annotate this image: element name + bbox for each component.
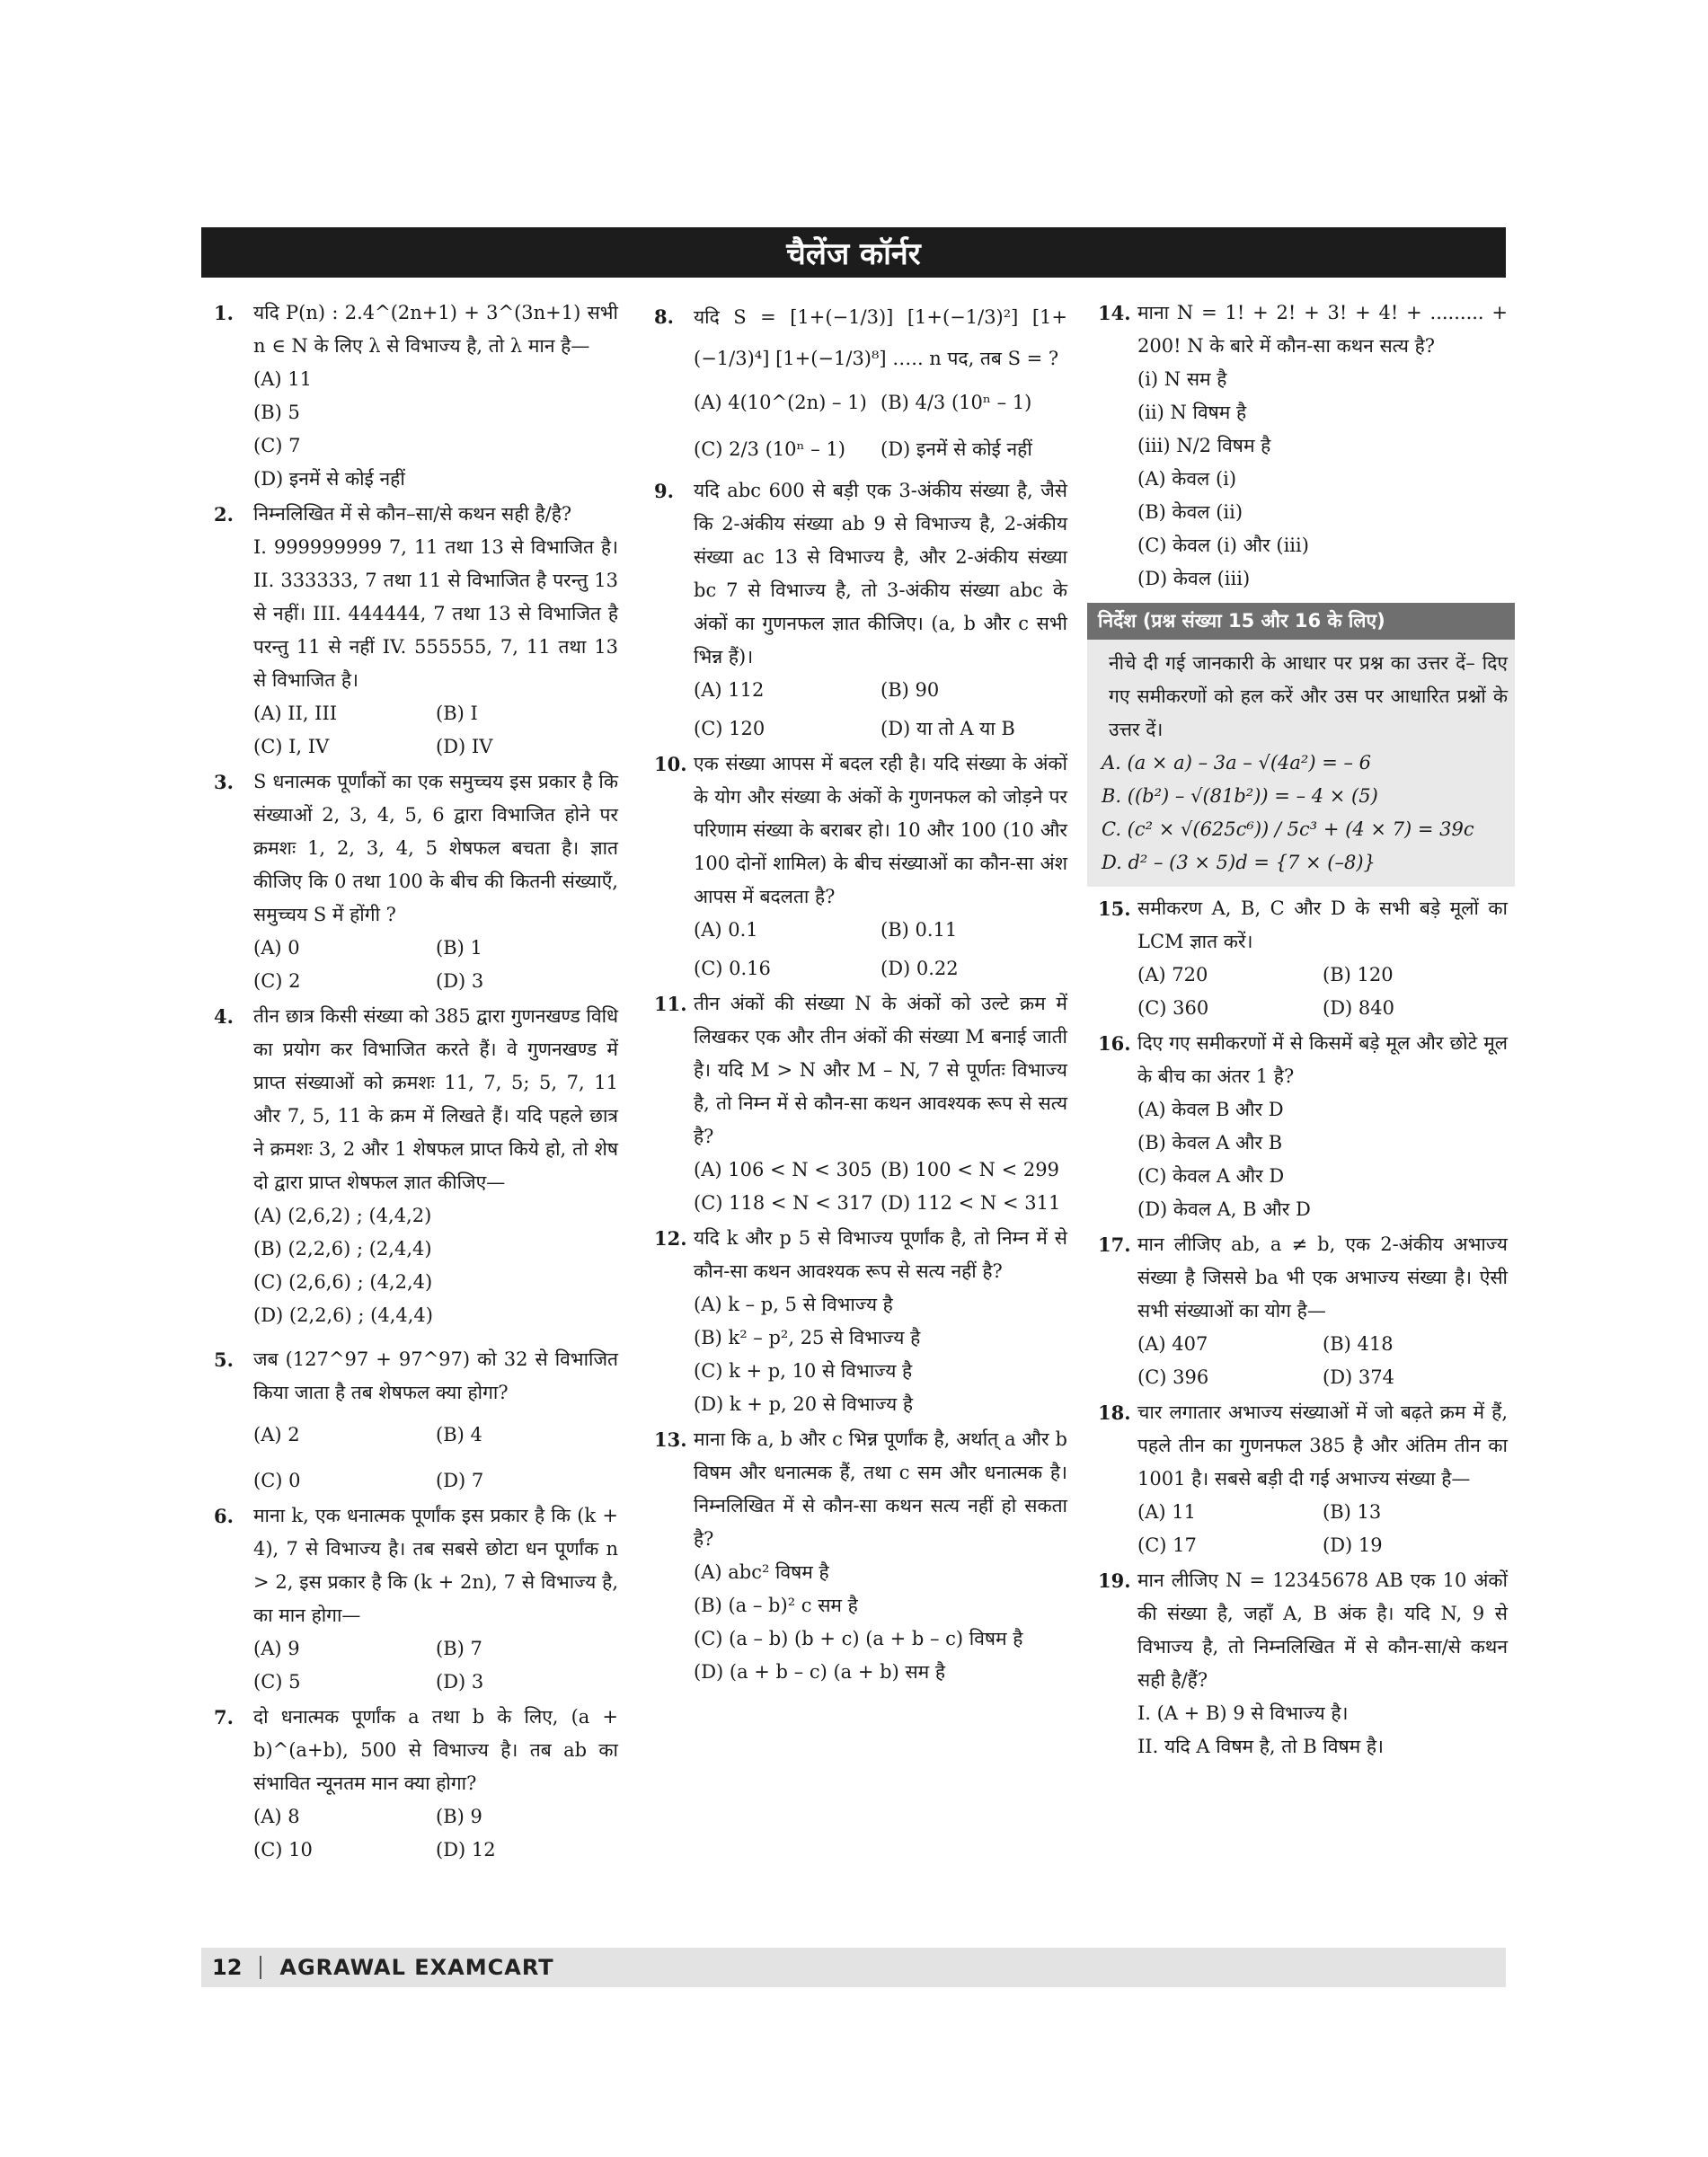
option: (C) 5 [253,1671,301,1693]
option: (B) 9 [436,1806,482,1827]
option: (C) 0 [253,1470,301,1491]
equation-c: C. (c² × √(625c⁶)) / 5c³ + (4 × 7) = 39c [1102,818,1474,840]
page-footer [201,1948,1506,1987]
option: (C) 120 [694,718,766,739]
question-18: 18. चार लगातार अभाज्य संख्याओं में जो बढ़ते क्रम में हैं, पहले तीन का गुणनफल 385 है और अंतिम तीन का 1001 है। सबसे बड़ी दी गई अभाज्य संख्या है— (A) 11 (B) 13 (C) 17 (D) 19 [1098,1396,1508,1562]
page-title: चैलेंज कॉर्नर [786,236,921,272]
question-text: यदि k और p 5 से विभाज्य पूर्णांक है, तो निम्न में से कौन-सा कथन आवश्यक रूप से सत्य नहीं है? [694,1227,1067,1282]
option: (C) 2 [253,970,301,992]
question-text: जब (127^97 + 97^97) को 32 से विभाजित किया जाता है तब शेषफल क्या होगा? [253,1348,618,1403]
option: (B) k² – p², 25 से विभाज्य है [694,1327,921,1348]
option: (B) 120 [1323,964,1394,986]
option: (D) 374 [1323,1366,1394,1388]
option: (D) इनमें से कोई नहीं [253,468,405,490]
question-text: यदि abc 600 से बड़ी एक 3-अंकीय संख्या है, जैसे कि 2-अंकीय संख्या ab 9 से विभाज्य है, 2-अंकीय संख्या ac 13 से विभाज्य है, और 2-अंकीय संख्या bc 7 से विभाज्य है, तो 3-अंकीय संख्या abc के अंकों का गुणनफल ज्ञात कीजिए। (a, b और c सभी भिन्न हैं)। [694,480,1067,667]
statement: II. यदि A विषम है, तो B विषम है। [1137,1736,1385,1757]
option: (D) इनमें से कोई नहीं [881,438,1032,460]
option: (iii) N/2 विषम है [1137,435,1271,456]
question-13: 13. माना कि a, b और c भिन्न पूर्णांक है, अर्थात् a और b विषम और धनात्मक हैं, तथा c सम और धनात्मक है। निम्नलिखित में से कौन-सा कथन सत्य नहीं हो सकता है? (A) abc² विषम है (B) (a – b)² c सम है (C) (a – b) (b + c) (a + b – c) विषम है (D) (a + b – c) (a + b) सम है [654,1423,1067,1689]
option: (A) 0 [253,937,300,959]
question-statements: I. 999999999 7, 11 तथा 13 से विभाजित है। II. 333333, 7 तथा 11 से विभाजित है परन्तु 13 से नहीं। III. 444444, 7 तथा 13 से विभाजित है परन्तु 11 से नहीं IV. 555555, 7, 11 तथा 13 से विभाजित है। [253,536,618,691]
option: (D) 0.22 [881,958,959,979]
option: (D) (a + b – c) (a + b) सम है [694,1661,946,1683]
directions-heading: निर्देश (प्रश्न संख्या 15 और 16 के लिए) [1087,603,1515,640]
question-column-3 [1098,296,1508,1765]
option: (D) 12 [436,1839,496,1861]
question-text: तीन छात्र किसी संख्या को 385 द्वारा गुणनखण्ड विधि का प्रयोग कर विभाजित करते हैं। वे गुणनखण्ड में प्राप्त संख्याओं को क्रमशः 11, 7, 5; 5, 7, 11 और 7, 5, 11 के क्रम में लिखते हैं। यदि पहले छात्र ने क्रमशः 3, 2 और 1 शेषफल प्राप्त किये हो, तो शेष दो द्वारा प्राप्त शेषफल ज्ञात कीजिए— [253,1005,618,1193]
question-10: 10. एक संख्या आपस में बदल रही है। यदि संख्या के अंकों के योग और संख्या के अंकों के गुणनफल को जोड़ने पर परिणाम संख्या के बराबर हो। 10 और 100 (10 और 100 दोनों शामिल) के बीच संख्याओं का कौन-सा अंश आपस में बदलता है? (A) 0.1 (B) 0.11 (C) 0.16 (D) 0.22 [654,747,1067,986]
question-text: माना कि a, b और c भिन्न पूर्णांक है, अर्थात् a और b विषम और धनात्मक हैं, तथा c सम और धनात्मक है। निम्नलिखित में से कौन-सा कथन सत्य नहीं हो सकता है? [694,1428,1067,1550]
question-text: तीन अंकों की संख्या N के अंकों को उल्टे क्रम में लिखकर एक और तीन अंकों की संख्या M बनाई जाती है। यदि M > N और M – N, 7 से पूर्णतः विभाज्य है, तो निम्न में से कौन-सा कथन आवश्यक रूप से सत्य है? [694,993,1067,1147]
option: (A) II, III [253,703,338,724]
option: (D) 3 [436,1671,484,1693]
option: (A) k – p, 5 से विभाज्य है [694,1294,893,1315]
option: (A) 407 [1137,1333,1208,1355]
question-text: एक संख्या आपस में बदल रही है। यदि संख्या के अंकों के योग और संख्या के अंकों के गुणनफल को जोड़ने पर परिणाम संख्या के बराबर हो। 10 और 100 (10 और 100 दोनों शामिल) के बीच संख्याओं का कौन-सा अंश आपस में बदलता है? [694,753,1067,907]
directions-box [1087,603,1515,887]
option: (A) केवल B और D [1137,1099,1284,1120]
option: (B) 13 [1323,1501,1382,1523]
question-3: 3. S धनात्मक पूर्णांकों का एक समुच्चय इस प्रकार है कि संख्याओं 2, 3, 4, 5, 6 द्वारा विभाजित होने पर क्रमशः 1, 2, 3, 4, 5 शेषफल बचता है। ज्ञात कीजिए कि 0 तथा 100 के बीच की कितनी संख्याएँ, समुच्चय S में होंगी ? (A) 0 (B) 1 (C) 2 (D) 3 [214,765,618,998]
question-text: समीकरण A, B, C और D के सभी बड़े मूलों का LCM ज्ञात करें। [1137,897,1508,952]
option: (A) abc² विषम है [694,1561,829,1583]
option: (C) 7 [253,435,301,456]
option: (B) (2,2,6) ; (2,4,4) [253,1238,432,1260]
option: (C) 396 [1137,1366,1209,1388]
page-title-banner [201,227,1506,278]
option: (A) 9 [253,1638,300,1659]
option: (A) 11 [253,368,312,390]
footer-divider [260,1956,261,1979]
option: (C) (2,6,6) ; (4,2,4) [253,1271,433,1293]
question-11: 11. तीन अंकों की संख्या N के अंकों को उल्टे क्रम में लिखकर एक और तीन अंकों की संख्या M बनाई जाती है। यदि M > N और M – N, 7 से पूर्णतः विभाज्य है, तो निम्न में से कौन-सा कथन आवश्यक रूप से सत्य है? (A) 106 < N < 305 (B) 100 < N < 299 (C) 118 < N < 317 (D) 112 < N < 311 [654,987,1067,1220]
option: (A) 2 [253,1424,300,1445]
option: (A) 4(10^(2n) – 1) [694,392,867,413]
statement: I. (A + B) 9 से विभाज्य है। [1137,1702,1349,1724]
option: (A) 8 [253,1806,300,1827]
option: (B) (a – b)² c सम है [694,1595,858,1616]
question-12: 12. यदि k और p 5 से विभाज्य पूर्णांक है, तो निम्न में से कौन-सा कथन आवश्यक रूप से सत्य नहीं है? (A) k – p, 5 से विभाज्य है (B) k² – p², 25 से विभाज्य है (C) k + p, 10 से विभाज्य है (D) k + p, 20 से विभाज्य है [654,1222,1067,1421]
option: (A) 720 [1137,964,1208,986]
option: (D) केवल (iii) [1137,568,1251,589]
question-text: यदि P(n) : 2.4^(2n+1) + 3^(3n+1) सभी n ∈ N के लिए λ से विभाज्य है, तो λ मान है— [253,302,618,357]
question-text: दो धनात्मक पूर्णांक a तथा b के लिए, (a + b)^(a+b), 500 से विभाज्य है। तब ab का संभावित न्यूनतम मान क्या होगा? [253,1706,618,1794]
option: (C) 10 [253,1839,313,1861]
question-1: 1. यदि P(n) : 2.4^(2n+1) + 3^(3n+1) सभी n ∈ N के लिए λ से विभाज्य है, तो λ मान है— (A) 11 (B) 5 (C) 7 (D) इनमें से कोई नहीं [214,296,618,496]
option: (B) 418 [1323,1333,1394,1355]
question-text: मान लीजिए ab, a ≠ b, एक 2-अंकीय अभाज्य संख्या है जिससे ba भी एक अभाज्य संख्या है। ऐसी सभी संख्याओं का योग है— [1137,1233,1508,1322]
option: (D) या तो A या B [881,718,1015,739]
brand-logo: AGRAWAL EXAMCART [279,1955,554,1980]
question-16: 16. दिए गए समीकरणों में से किसमें बड़े मूल और छोटे मूल के बीच का अंतर 1 है? (A) केवल B और D (B) केवल A और B (C) केवल A और D (D) केवल A, B और D [1098,1027,1508,1226]
option: (A) 0.1 [694,919,758,941]
option: (C) I, IV [253,736,330,757]
question-text: मान लीजिए N = 12345678 AB एक 10 अंकों की संख्या है, जहाँ A, B अंक है। यदि N, 9 से विभाज्य है, तो निम्नलिखित में से कौन-सा/से कथन सही है/हैं? [1137,1569,1508,1691]
option: (D) IV [436,736,493,757]
question-text: माना k, एक धनात्मक पूर्णांक इस प्रकार है कि (k + 4), 7 से विभाज्य है। तब सबसे छोटा धन पूर्णांक n > 2, इस प्रकार है कि (k + 2n), 7 से विभाज्य है, का मान होगा— [253,1505,618,1626]
option: (C) 118 < N < 317 [694,1192,873,1214]
option: (C) 2/3 (10ⁿ – 1) [694,438,846,460]
equation-d: D. d² – (3 × 5)d = {7 × (–8)} [1102,852,1376,873]
option: (B) I [436,703,478,724]
option: (B) 100 < N < 299 [881,1159,1059,1180]
directions-text: नीचे दी गई जानकारी के आधार पर प्रश्न का उत्तर दें– दिए गए समीकरणों को हल करें और उस पर आधारित प्रश्नों के उत्तर दें। [1109,652,1508,740]
option: (D) 840 [1323,997,1394,1019]
option: (D) 112 < N < 311 [881,1192,1061,1214]
question-5: 5. जब (127^97 + 97^97) को 32 से विभाजित किया जाता है तब शेषफल क्या होगा? (A) 2 (B) 4 (C) 0 (D) 7 [214,1343,618,1498]
question-text: चार लगातार अभाज्य संख्याओं में जो बढ़ते क्रम में हैं, पहले तीन का गुणनफल 385 है और अंतिम तीन का 1001 है। सबसे बड़ी दी गई अभाज्य संख्या है— [1137,1401,1508,1490]
option: (D) 7 [436,1470,484,1491]
option: (C) 17 [1137,1534,1197,1556]
option: (B) 5 [253,402,300,423]
question-4: 4. तीन छात्र किसी संख्या को 385 द्वारा गुणनखण्ड विधि का प्रयोग कर विभाजित करते हैं। वे गुणनखण्ड में प्राप्त संख्याओं को क्रमशः 11, 7, 5; 5, 7, 11 और 7, 5, 11 के क्रम में लिखते हैं। यदि पहले छात्र ने क्रमशः 3, 2 और 1 शेषफल प्राप्त किये हो, तो शेष दो द्वारा प्राप्त शेषफल ज्ञात कीजिए— (A) (2,6,2) ; (4,4,2) (B) (2,2,6) ; (2,4,4) (C) (2,6,6) ; (4,2,4) (D) (2,2,6) ; (4,4,4) [214,1000,618,1332]
option: (A) केवल (i) [1137,468,1237,490]
option: (C) 0.16 [694,958,771,979]
option: (A) 11 [1137,1501,1196,1523]
option: (C) k + p, 10 से विभाज्य है [694,1360,913,1382]
option: (A) 112 [694,679,765,701]
question-9: 9. यदि abc 600 से बड़ी एक 3-अंकीय संख्या है, जैसे कि 2-अंकीय संख्या ab 9 से विभाज्य है, 2-अंकीय संख्या ac 13 से विभाज्य है, और 2-अंकीय संख्या bc 7 से विभाज्य है, तो 3-अंकीय संख्या abc के अंकों का गुणनफल ज्ञात कीजिए। (a, b और c सभी भिन्न हैं)। (A) 112 (B) 90 (C) 120 (D) या तो A या B [654,474,1067,746]
option: (C) केवल A और D [1137,1165,1285,1187]
question-8: 8. यदि S = [1+(−1/3)] [1+(−1/3)²] [1+(−1/3)⁴] [1+(−1/3)⁸] ….. n पद, तब S = ? (A) 4(10^(2n) – 1) (B) 4/3 (10ⁿ – 1) (C) 2/3 (10ⁿ – 1) (D) इनमें से कोई नहीं [654,296,1067,473]
option: (B) 1 [436,937,482,959]
question-column-1 [214,296,618,1869]
option: (C) 360 [1137,997,1209,1019]
question-text: दिए गए समीकरणों में से किसमें बड़े मूल और छोटे मूल के बीच का अंतर 1 है? [1137,1032,1508,1087]
question-text: माना N = 1! + 2! + 3! + 4! + ......... + 200! N के बारे में कौन-सा कथन सत्य है? [1137,302,1508,357]
question-text: यदि S = [1+(−1/3)] [1+(−1/3)²] [1+(−1/3)⁴] [1+(−1/3)⁸] ….. n पद, तब S = ? [694,306,1067,369]
option: (B) 4 [436,1424,482,1445]
question-6: 6. माना k, एक धनात्मक पूर्णांक इस प्रकार है कि (k + 4), 7 से विभाज्य है। तब सबसे छोटा धन पूर्णांक n > 2, इस प्रकार है कि (k + 2n), 7 से विभाज्य है, का मान होगा— (A) 9 (B) 7 (C) 5 (D) 3 [214,1499,618,1699]
option: (i) N सम है [1137,368,1227,390]
option: (A) 106 < N < 305 [694,1159,872,1180]
option: (B) केवल A और B [1137,1132,1283,1154]
page-number: 12 [212,1955,243,1980]
question-14: 14. माना N = 1! + 2! + 3! + 4! + ......... + 200! N के बारे में कौन-सा कथन सत्य है? (i) N सम है (ii) N विषम है (iii) N/2 विषम है (A) केवल (i) (B) केवल (ii) (C) केवल (i) और (iii) (D) केवल (iii) [1098,296,1508,596]
option: (B) 0.11 [881,919,958,941]
option: (B) 90 [881,679,940,701]
option: (D) 3 [436,970,484,992]
question-19: 19. मान लीजिए N = 12345678 AB एक 10 अंकों की संख्या है, जहाँ A, B अंक है। यदि N, 9 से विभाज्य है, तो निम्नलिखित में से कौन-सा/से कथन सही है/हैं? I. (A + B) 9 से विभाज्य है। II. यदि A विषम है, तो B विषम है। [1098,1564,1508,1764]
option: (B) 7 [436,1638,482,1659]
option: (ii) N विषम है [1137,402,1247,423]
option: (D) केवल A, B और D [1137,1198,1311,1220]
option: (C) (a – b) (b + c) (a + b – c) विषम है [694,1628,1023,1649]
question-17: 17. मान लीजिए ab, a ≠ b, एक 2-अंकीय अभाज्य संख्या है जिससे ba भी एक अभाज्य संख्या है। ऐसी सभी संख्याओं का योग है— (A) 407 (B) 418 (C) 396 (D) 374 [1098,1228,1508,1394]
equation-b: B. ((b²) – √(81b²)) = – 4 × (5) [1102,785,1378,807]
option: (B) 4/3 (10ⁿ – 1) [881,392,1032,413]
option: (B) केवल (ii) [1137,501,1243,523]
option: (D) (2,2,6) ; (4,4,4) [253,1304,433,1326]
option: (C) केवल (i) और (iii) [1137,535,1309,556]
question-column-2 [654,296,1067,1691]
question-7: 7. दो धनात्मक पूर्णांक a तथा b के लिए, (a + b)^(a+b), 500 से विभाज्य है। तब ab का संभावित न्यूनतम मान क्या होगा? (A) 8 (B) 9 (C) 10 (D) 12 [214,1701,618,1867]
question-15: 15. समीकरण A, B, C और D के सभी बड़े मूलों का LCM ज्ञात करें। (A) 720 (B) 120 (C) 360 (D) 840 [1098,892,1508,1025]
question-text: निम्नलिखित में से कौन–सा/से कथन सही है/है? [253,503,572,525]
option: (D) k + p, 20 से विभाज्य है [694,1393,913,1415]
option: (A) (2,6,2) ; (4,4,2) [253,1205,432,1226]
option: (D) 19 [1323,1534,1383,1556]
question-text: S धनात्मक पूर्णांकों का एक समुच्चय इस प्रकार है कि संख्याओं 2, 3, 4, 5, 6 द्वारा विभाजित होने पर क्रमशः 1, 2, 3, 4, 5 शेषफल बचता है। ज्ञात कीजिए कि 0 तथा 100 के बीच की कितनी संख्याएँ, समुच्चय S में होंगी ? [253,771,618,925]
question-2: 2. निम्नलिखित में से कौन–सा/से कथन सही है/है? I. 999999999 7, 11 तथा 13 से विभाजित है। II. 333333, 7 तथा 11 से विभाजित है परन्तु 13 से नहीं। III. 444444, 7 तथा 13 से विभाजित है परन्तु 11 से नहीं IV. 555555, 7, 11 तथा 13 से विभाजित है। (A) II, III (B) I (C) I, IV (D) IV [214,498,618,764]
equation-a: A. (a × a) – 3a – √(4a²) = – 6 [1102,752,1372,774]
